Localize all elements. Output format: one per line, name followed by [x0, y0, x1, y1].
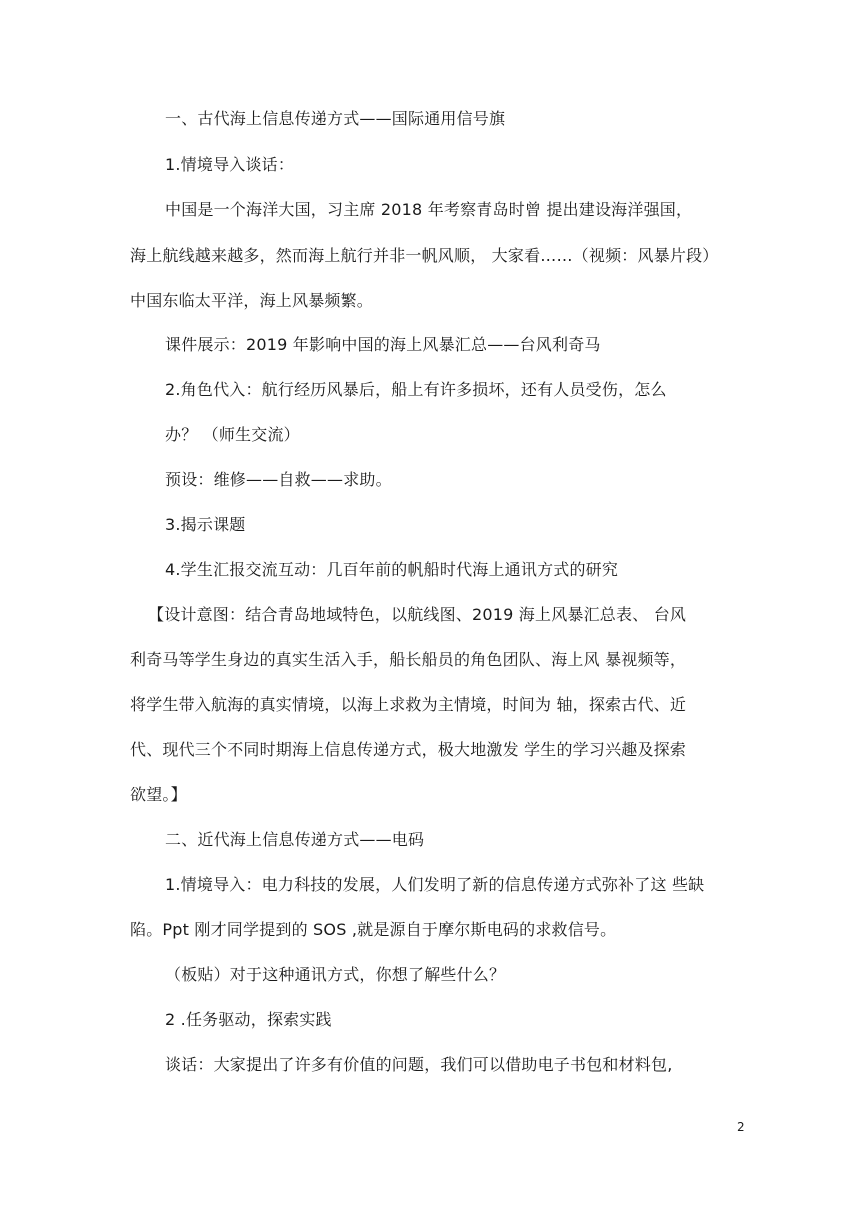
paragraph-line: 中国东临太平洋，海上风暴频繁。 — [130, 291, 374, 310]
paragraph-line: 中国是一个海洋大国，习主席 2018 年考察青岛时曾 提出建设海洋强国， — [165, 200, 693, 219]
paragraph-line: 办？ （师生交流） — [165, 425, 300, 444]
design-intent-line: 【设计意图：结合青岛地域特色，以航线图、2019 海上风暴汇总表、 台风 — [148, 605, 687, 624]
subheading-reveal-topic: 3.揭示课题 — [165, 515, 246, 534]
section-heading-ancient: 一、古代海上信息传递方式——国际通用信号旗 — [165, 109, 506, 128]
paragraph-line: 1.情境导入：电力科技的发展，人们发明了新的信息传递方式弥补了这 些缺 — [165, 875, 705, 894]
design-intent-line: 欲望。】 — [130, 785, 187, 804]
design-intent-line: 将学生带入航海的真实情境，以海上求救为主情境，时间为 轴，探索古代、近 — [130, 695, 687, 714]
paragraph-line: 海上航线越来越多，然而海上航行并非一帆风顺， 大家看……（视频：风暴片段） — [130, 246, 719, 265]
design-intent-line: 利奇马等学生身边的真实生活入手，船长船员的角色团队、海上风 暴视频等， — [130, 650, 687, 669]
page-number: 2 — [737, 1120, 745, 1134]
paragraph-line: 2.角色代入：航行经历风暴后，船上有许多损坏，还有人员受伤，怎么 — [165, 380, 667, 399]
section-heading-modern: 二、近代海上信息传递方式——电码 — [165, 830, 425, 849]
paragraph-line: 谈话：大家提出了许多有价值的问题，我们可以借助电子书包和材料包, — [165, 1055, 673, 1074]
paragraph-line: 陷。Ppt 刚才同学提到的 SOS ,就是源自于摩尔斯电码的求救信号。 — [130, 920, 617, 939]
subheading-situation-intro: 1.情境导入谈话： — [165, 155, 295, 174]
design-intent-line: 代、现代三个不同时期海上信息传递方式，极大地激发 学生的学习兴趣及探索 — [130, 740, 687, 759]
paragraph-line: 4.学生汇报交流互动：几百年前的帆船时代海上通讯方式的研究 — [165, 560, 619, 579]
paragraph-line: 课件展示：2019 年影响中国的海上风暴汇总——台风利奇马 — [165, 335, 601, 354]
paragraph-line: 预设：维修——自救——求助。 — [165, 470, 392, 489]
paragraph-line: （板贴）对于这种通讯方式，你想了解些什么？ — [165, 965, 506, 984]
subheading-task-driven: 2 .任务驱动，探索实践 — [165, 1010, 332, 1029]
